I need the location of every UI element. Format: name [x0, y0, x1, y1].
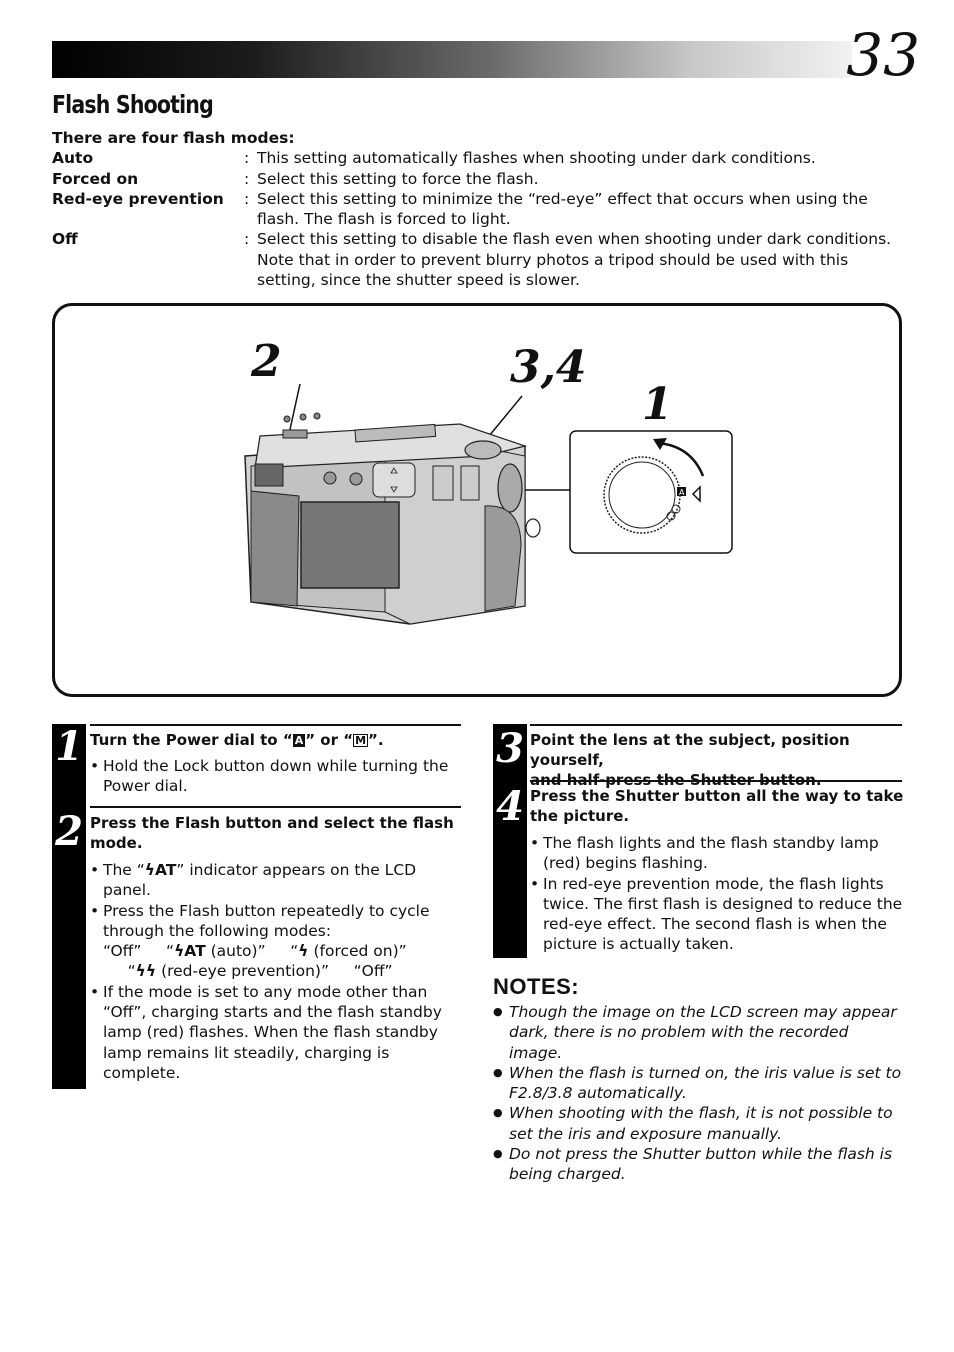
step-2-number: 2	[55, 808, 83, 855]
notes-title: NOTES:	[493, 974, 580, 999]
step-2-title-line: mode.	[90, 834, 143, 852]
mode-auto: Auto : This setting automatically flashes when shooting under dark conditions.	[52, 148, 912, 168]
step-3-number: 3	[496, 725, 524, 772]
flash-auto-icon: ϟAT	[144, 861, 177, 879]
step-1-bullets	[90, 756, 462, 797]
mode-desc-line: flash. The flash is forced to light.	[257, 210, 511, 229]
note-line: dark, there is no problem with the recorded	[509, 1023, 849, 1042]
page-number: 33	[846, 21, 920, 89]
list-item	[90, 901, 462, 982]
step-3-title	[530, 730, 904, 790]
mode-desc-line: Note that in order to prevent blurry photos a tripod should be used with this	[257, 250, 849, 269]
step-3-title-line: and half-press the Shutter button.	[530, 771, 822, 789]
step-4-title	[530, 786, 904, 826]
camera-illustration	[55, 306, 899, 694]
bullet-line: lamp (red) flashes. When the flash standby	[103, 1023, 438, 1042]
list-item	[530, 833, 904, 874]
cycle-off: “Off”	[103, 942, 142, 961]
list-item	[493, 1103, 903, 1144]
list-item	[90, 756, 462, 797]
list-item	[90, 982, 462, 1083]
dial-auto-label: A	[679, 488, 685, 497]
bullet-line: complete.	[103, 1063, 181, 1082]
bullet-line: red-eye effect. The second flash is when the	[543, 915, 887, 934]
bullet-line: twice. The first flash is designed to reduce the	[543, 894, 903, 913]
header-gradient-bar	[52, 41, 852, 78]
bullet-line: • In red-eye prevention mode, the flash lights	[543, 874, 884, 893]
bullet-text: ” indicator appears on the LCD	[176, 861, 417, 879]
callout-3-4: 3,4	[510, 342, 587, 393]
note-line: image.	[509, 1043, 563, 1062]
mode-cycle-line-1: “Off” “ϟAT (auto)” “ϟ (forced on)”	[103, 942, 407, 961]
camera-figure	[52, 303, 902, 697]
step-2-bullets	[90, 860, 462, 1083]
manual-mode-icon: M	[355, 734, 367, 747]
flash-forced-icon: ϟ	[298, 942, 309, 961]
section-title: Flash Shooting	[52, 90, 213, 119]
mode-desc-line: setting, since the shutter speed is slower.	[257, 271, 580, 290]
bullet-text: The “	[103, 861, 145, 879]
list-item	[493, 1144, 903, 1185]
note-line: ● When the flash is turned on, the iris value is set to	[509, 1063, 902, 1082]
note-line: ● Do not press the Shutter button while the flash is	[509, 1145, 893, 1164]
flash-modes-intro	[52, 128, 912, 290]
note-line: set the iris and exposure manually.	[509, 1124, 783, 1143]
note-line: ● When shooting with the flash, it is not possible to	[509, 1104, 893, 1123]
step-2-title-line: Press the Flash button and select the flash	[90, 814, 454, 832]
note-line: F2.8/3.8 automatically.	[509, 1084, 687, 1103]
step-1-number: 1	[55, 723, 83, 770]
flash-red-eye-icon: ϟϟ	[135, 962, 157, 981]
mode-desc-line: Select this setting to force the flash.	[257, 169, 539, 188]
mode-name: Auto	[52, 149, 94, 168]
mode-red-eye: Red-eye prevention : Select this setting to minimize the “red-eye” effect that occurs when using the flash. The flash is forced to light.	[52, 189, 912, 230]
mode-name: Off	[52, 230, 78, 249]
list-item	[493, 1063, 903, 1104]
cycle-off: “Off”	[353, 962, 393, 981]
mode-forced-on: Forced on : Select this setting to force the flash.	[52, 169, 912, 189]
bullet-line: • If the mode is set to any mode other than	[103, 982, 428, 1001]
step-2-rule	[90, 806, 461, 808]
bullet-line: • Hold the Lock button down while turning the	[103, 757, 449, 775]
cycle-auto: (auto)”	[210, 942, 266, 961]
step-4-title-line: Press the Shutter button all the way to take	[530, 787, 904, 805]
bullet-line: panel.	[103, 881, 151, 900]
step-1-title-part: Turn the Power dial to “	[90, 731, 293, 749]
step-4-bullets	[530, 833, 904, 955]
intro-lead: There are four flash modes:	[52, 129, 295, 147]
mode-cycle-line-2: “ϟϟ (red-eye prevention)” “Off”	[103, 962, 393, 981]
list-item	[90, 860, 462, 901]
mode-desc-line: Select this setting to minimize the “red-eye” effect that occurs when using the	[257, 189, 868, 208]
list-item	[493, 1002, 903, 1063]
mode-off: Off : Select this setting to disable the flash even when shooting under dark conditions. Note that in order to prevent blurry photos a tripod should be used with this setting, since the shutter speed is slower.	[52, 229, 912, 290]
bullet-line: (red) begins flashing.	[543, 854, 708, 873]
callout-2: 2	[251, 336, 282, 387]
bullet-line: lamp remains lit steadily, charging is	[103, 1043, 390, 1062]
mode-desc-line: Select this setting to disable the flash even when shooting under dark conditions.	[257, 230, 892, 249]
bullet-line: through the following modes:	[103, 921, 332, 940]
note-line: ● Though the image on the LCD screen may appear	[509, 1003, 897, 1021]
list-item	[530, 874, 904, 955]
notes-list	[493, 1002, 903, 1185]
bullet-line: “Off”, charging starts and the flash standby	[103, 1003, 442, 1022]
step-4-title-line: the picture.	[530, 807, 630, 825]
step-1-title-part: ” or “	[305, 731, 354, 749]
mode-name: Red-eye prevention	[52, 189, 224, 208]
callout-1: 1	[642, 379, 673, 430]
bullet-line: • The flash lights and the flash standby lamp	[543, 834, 879, 852]
bullet-line: picture is actually taken.	[543, 935, 734, 954]
auto-mode-icon: A	[294, 734, 304, 747]
step-1-rule	[90, 724, 461, 726]
left-step-bar	[52, 724, 86, 1089]
note-line: being charged.	[509, 1165, 626, 1184]
mode-name: Forced on	[52, 169, 139, 188]
step-1-title	[90, 730, 462, 750]
flash-auto-icon: ϟAT	[174, 942, 206, 961]
bullet-line: Power dial.	[103, 777, 188, 796]
mode-desc-line: This setting automatically flashes when shooting under dark conditions.	[257, 149, 816, 168]
step-1-title-part: ”.	[368, 731, 384, 749]
step-4-number: 4	[496, 783, 524, 830]
step-2-title	[90, 813, 462, 853]
step-3-title-line: Point the lens at the subject, position yourself,	[530, 731, 850, 769]
bullet-line: • Press the Flash button repeatedly to cycle	[103, 901, 430, 920]
cycle-red-eye: (red-eye prevention)”	[161, 962, 329, 981]
cycle-forced: (forced on)”	[313, 942, 407, 961]
step-3-rule	[530, 724, 902, 726]
